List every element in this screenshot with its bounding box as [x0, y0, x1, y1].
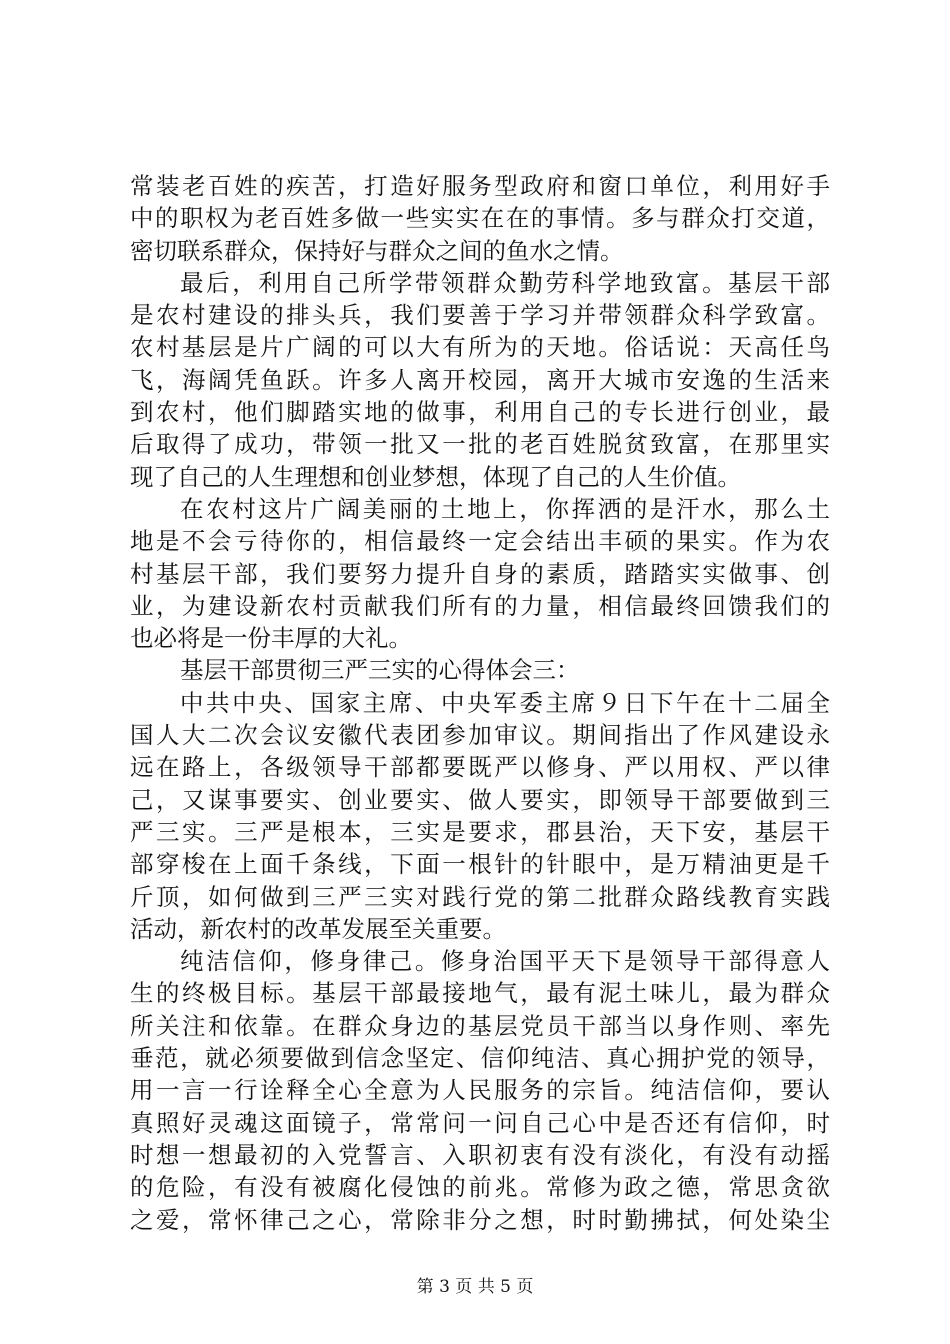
text-line: 地是不会亏待你的，相信最终一定会结出丰硕的果实。作为农 [130, 527, 830, 556]
page-number-label: 第 3 页 共 5 页 [416, 1277, 534, 1297]
text-line: 的危险，有没有被腐化侵蚀的前兆。常修为政之德，常思贪欲 [130, 1173, 830, 1202]
text-line: 所关注和依靠。在群众身边的基层党员干部当以身作则、率先 [130, 1011, 830, 1040]
page-footer [0, 1275, 950, 1299]
text-line: 斤顶，如何做到三严三实对践行党的第二批群众路线教育实践 [130, 882, 830, 911]
text-line: 最后，利用自己所学带领群众勤劳科学地致富。基层干部 [180, 268, 830, 297]
text-line: 严三实。三严是根本，三实是要求，郡县治，天下安，基层干 [130, 817, 830, 846]
text-line: 是农村建设的排头兵，我们要善于学习并带领群众科学致富。 [130, 301, 830, 330]
text-line: 己，又谋事要实、创业要实、做人要实，即领导干部要做到三 [130, 785, 830, 814]
text-line: 国人大二次会议安徽代表团参加审议。期间指出了作风建设永 [130, 721, 830, 750]
text-line: 生的终极目标。基层干部最接地气，最有泥土味儿，最为群众 [130, 979, 830, 1008]
document-body [130, 170, 830, 1236]
text-line: 在农村这片广阔美丽的土地上，你挥洒的是汗水，那么土 [180, 494, 830, 523]
text-line: 活动，新农村的改革发展至关重要。 [130, 914, 506, 943]
text-line: 之爱，常怀律己之心，常除非分之想，时时勤拂拭，何处染尘 [130, 1205, 830, 1234]
text-line: 基层干部贯彻三严三实的心得体会三： [180, 656, 580, 685]
text-line: 村基层干部，我们要努力提升自身的素质，踏踏实实做事、创 [130, 559, 830, 588]
text-line: 也必将是一份丰厚的大礼。 [130, 624, 412, 653]
text-line: 后取得了成功，带领一批又一批的老百姓脱贫致富，在那里实 [130, 430, 830, 459]
text-line: 中共中央、国家主席、中央军委主席９日下午在十二届全 [180, 688, 830, 717]
text-line: 飞，海阔凭鱼跃。许多人离开校园，离开大城市安逸的生活来 [130, 365, 830, 394]
text-line: 部穿梭在上面千条线，下面一根针的针眼中，是万精油更是千 [130, 850, 830, 879]
text-line: 到农村，他们脚踏实地的做事，利用自己的专长进行创业，最 [130, 398, 830, 427]
text-line: 远在路上，各级领导干部都要既严以修身、严以用权、严以律 [130, 753, 830, 782]
text-line: 中的职权为老百姓多做一些实实在在的事情。多与群众打交道， [130, 204, 830, 233]
text-line: 纯洁信仰，修身律己。修身治国平天下是领导干部得意人 [180, 947, 830, 976]
text-line: 时想一想最初的入党誓言、入职初衷有没有淡化，有没有动摇 [130, 1140, 830, 1169]
text-line: 农村基层是片广阔的可以大有所为的天地。俗话说：天高任鸟 [130, 333, 830, 362]
text-line: 垂范，就必须要做到信念坚定、信仰纯洁、真心拥护党的领导， [130, 1044, 830, 1073]
text-line: 密切联系群众，保持好与群众之间的鱼水之情。 [130, 236, 624, 265]
text-line: 真照好灵魂这面镜子，常常问一问自己心中是否还有信仰，时 [130, 1108, 830, 1137]
text-line: 用一言一行诠释全心全意为人民服务的宗旨。纯洁信仰，要认 [130, 1076, 830, 1105]
text-line: 常装老百姓的疾苦，打造好服务型政府和窗口单位，利用好手 [130, 172, 830, 200]
text-line: 业，为建设新农村贡献我们所有的力量，相信最终回馈我们的 [130, 591, 830, 620]
text-line: 现了自己的人生理想和创业梦想，体现了自己的人生价值。 [130, 462, 741, 491]
